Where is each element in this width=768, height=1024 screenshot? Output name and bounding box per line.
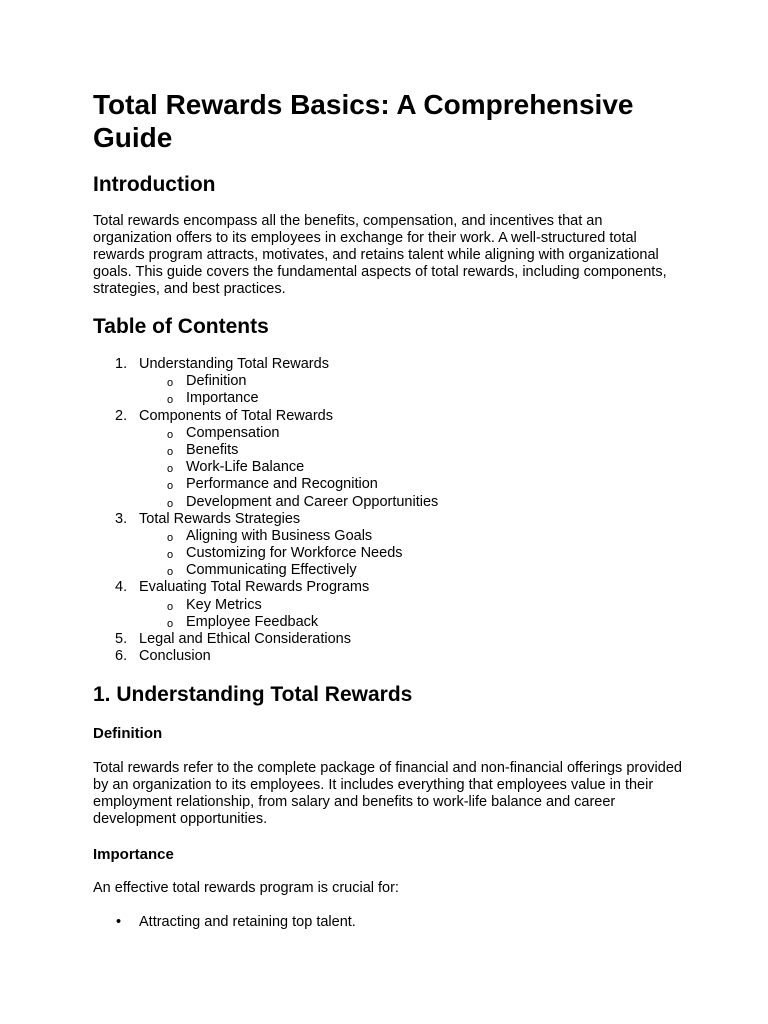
toc-item — [93, 511, 653, 528]
toc-subitem — [93, 390, 653, 407]
circle-bullet-icon: o — [167, 463, 174, 476]
toc-subitem-label: Work-Life Balance — [186, 459, 305, 476]
toc-subitem — [93, 476, 653, 493]
toc-item — [93, 579, 653, 596]
toc-item-label: Legal and Ethical Considerations — [139, 631, 351, 647]
importance-paragraph: An effective total rewards program is crucial for: — [93, 880, 399, 896]
toc-item-number: 3. — [115, 510, 128, 527]
toc-item-label: Components of Total Rewards — [139, 407, 333, 424]
toc-subitem-label: Customizing for Workforce Needs — [186, 545, 403, 562]
list-item-label: Attracting and retaining top talent. — [139, 914, 356, 930]
toc-item — [93, 408, 653, 425]
toc-subitem — [93, 459, 653, 476]
importance-heading: Importance — [93, 846, 174, 863]
toc-subitem — [93, 373, 653, 390]
introduction-paragraph: Total rewards encompass all the benefits, compensation, and incentives that an organization offers to its employees in exchange for their work. A well-structured total rewards program attracts, motivates, and retains talent while aligning with organizational goals. This guide covers the fundamental aspects of total rewards, including components, strategies, and best practices. — [93, 213, 667, 297]
toc-subitem — [93, 562, 653, 579]
toc-subitem-label: Compensation — [186, 424, 280, 441]
circle-bullet-icon: o — [167, 600, 174, 613]
toc-subitem-label: Key Metrics — [186, 596, 262, 613]
toc-subitem-label: Development and Career Opportunities — [186, 493, 439, 510]
section-1-heading: 1. Understanding Total Rewards — [93, 683, 413, 706]
circle-bullet-icon: o — [167, 617, 174, 630]
toc-item-label: Evaluating Total Rewards Programs — [139, 579, 370, 596]
toc-subitem — [93, 494, 653, 511]
toc-subitem — [93, 545, 653, 562]
document-title: Total Rewards Basics: A Comprehensive Guide — [93, 89, 634, 153]
toc-item-number: 6. — [115, 648, 128, 665]
toc-item-label: Total Rewards Strategies — [139, 510, 301, 527]
toc-item — [93, 356, 653, 373]
toc-subitem-label: Definition — [186, 373, 247, 390]
toc-item-label: Understanding Total Rewards — [139, 356, 329, 372]
toc-heading: Table of Contents — [93, 315, 269, 338]
definition-paragraph: Total rewards refer to the complete package of financial and non-financial offerings provided by an organization to its employees. It includes everything that employees value in their employment relationship, from salary and benefits to work-life balance and career development opportunities. — [93, 760, 682, 827]
toc-item-number: 1. — [115, 356, 128, 372]
toc-subitem — [93, 442, 653, 459]
circle-bullet-icon: o — [167, 497, 174, 510]
circle-bullet-icon: o — [167, 480, 174, 493]
toc-subitem — [93, 597, 653, 614]
circle-bullet-icon: o — [167, 394, 174, 407]
toc-subitem — [93, 528, 653, 545]
toc-subitem-label: Communicating Effectively — [186, 562, 357, 579]
circle-bullet-icon: o — [167, 566, 174, 579]
definition-heading: Definition — [93, 725, 163, 742]
toc-subitem-label: Performance and Recognition — [186, 476, 378, 493]
toc-item-label: Conclusion — [139, 648, 211, 665]
toc-subitem-label: Employee Feedback — [186, 613, 319, 630]
circle-bullet-icon: o — [167, 445, 174, 458]
toc-item — [93, 648, 653, 665]
toc-item-number: 5. — [115, 631, 128, 647]
circle-bullet-icon: o — [167, 377, 174, 390]
toc-item-number: 2. — [115, 407, 128, 424]
toc-item-number: 4. — [115, 579, 128, 596]
circle-bullet-icon: o — [167, 428, 174, 441]
circle-bullet-icon: o — [167, 531, 174, 544]
table-of-contents — [93, 356, 653, 665]
toc-subitem-label: Aligning with Business Goals — [186, 527, 373, 544]
circle-bullet-icon: o — [167, 549, 174, 562]
bullet-icon: • — [116, 914, 122, 930]
toc-subitem — [93, 425, 653, 442]
toc-subitem — [93, 614, 653, 631]
toc-subitem-label: Importance — [186, 390, 259, 407]
introduction-heading: Introduction — [93, 173, 216, 196]
toc-item — [93, 631, 653, 648]
toc-subitem-label: Benefits — [186, 441, 239, 458]
